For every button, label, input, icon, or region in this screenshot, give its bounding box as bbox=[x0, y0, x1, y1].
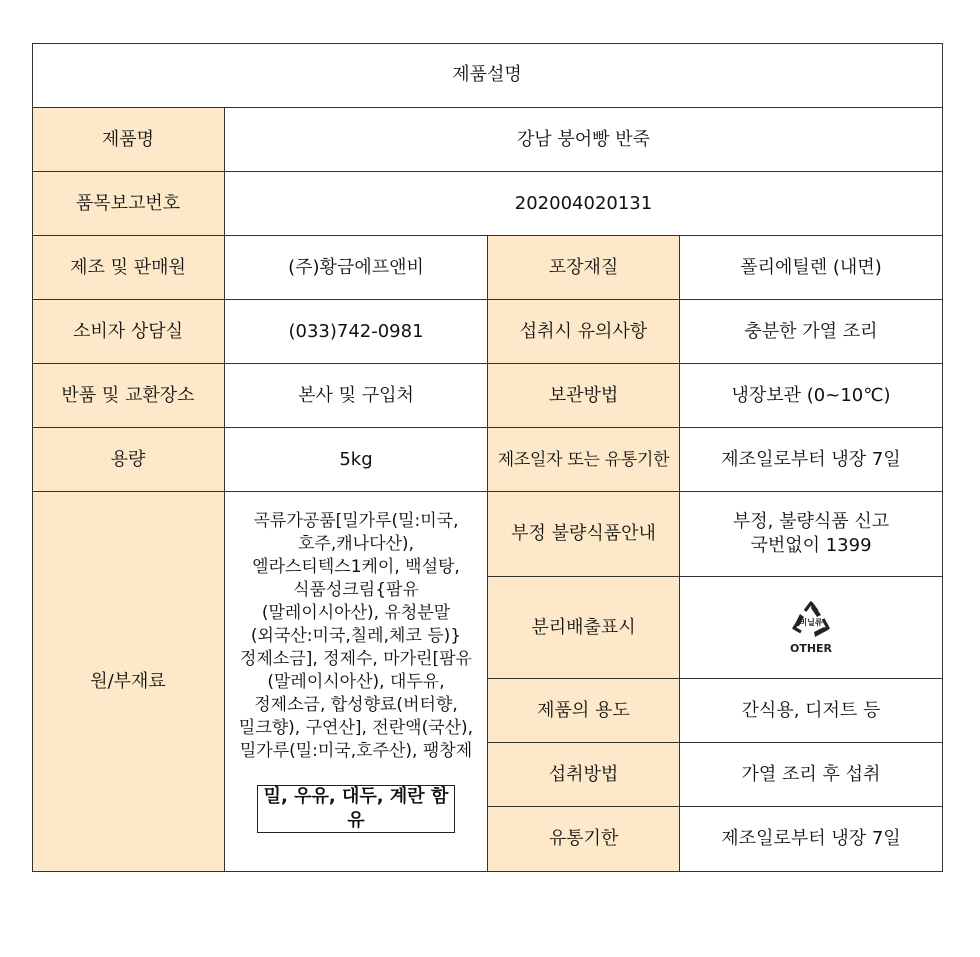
label-text: 용량 bbox=[110, 448, 146, 470]
value-text: 제조일로부터 냉장 7일 bbox=[721, 448, 901, 470]
label-text: 품목보고번호 bbox=[75, 192, 181, 214]
label-storage bbox=[488, 364, 680, 428]
value-text: 202004020131 bbox=[514, 192, 653, 214]
label-product-name bbox=[32, 108, 225, 172]
label-return-place bbox=[32, 364, 225, 428]
label-text: 포장재질 bbox=[548, 256, 619, 278]
label-text: 섭취방법 bbox=[548, 763, 619, 785]
label-intake-method bbox=[488, 743, 680, 807]
label-expiry bbox=[488, 807, 680, 872]
label-text: 부정 불량식품안내 bbox=[511, 523, 656, 544]
label-text: 보관방법 bbox=[548, 384, 619, 406]
value-text: 냉장보관 (0~10℃) bbox=[731, 384, 891, 406]
label-usage bbox=[488, 679, 680, 743]
value-text: (033)742-0981 bbox=[288, 320, 424, 342]
value-intake-caution bbox=[680, 300, 943, 364]
label-text: 반품 및 교환장소 bbox=[61, 384, 195, 406]
label-text: 제품명 bbox=[101, 128, 155, 150]
value-ingredients bbox=[225, 492, 488, 872]
label-text: 유통기한 bbox=[548, 828, 619, 849]
table-title bbox=[32, 43, 943, 108]
value-product-name bbox=[225, 108, 943, 172]
allergy-notice bbox=[257, 785, 455, 833]
value-text: 폴리에틸렌 (내면) bbox=[740, 256, 882, 278]
label-capacity bbox=[32, 428, 225, 492]
label-text: 제품의 용도 bbox=[537, 699, 630, 721]
label-text: 제조 및 판매원 bbox=[70, 256, 186, 278]
recycle-icon bbox=[791, 601, 831, 641]
value-text: (주)황금에프앤비 bbox=[288, 256, 424, 278]
label-report-number bbox=[32, 172, 225, 236]
recycle-mark-text: 비닐류 bbox=[799, 617, 823, 627]
label-intake-caution bbox=[488, 300, 680, 364]
product-info-table bbox=[32, 43, 943, 872]
value-capacity bbox=[225, 428, 488, 492]
label-fraud-report bbox=[488, 492, 680, 577]
value-fraud-report bbox=[680, 492, 943, 577]
allergy-text: 밀, 우유, 대두, 계란 함유 bbox=[263, 786, 449, 831]
label-recycle-mark bbox=[488, 577, 680, 679]
value-text: 제조일로부터 냉장 7일 bbox=[721, 828, 901, 849]
value-manufacturer bbox=[225, 236, 488, 300]
value-expiry-date bbox=[680, 428, 943, 492]
label-text: 분리배출표시 bbox=[531, 616, 636, 638]
value-text: 본사 및 구입처 bbox=[298, 384, 414, 406]
recycle-mark bbox=[790, 601, 832, 655]
value-text: 간식용, 디저트 등 bbox=[741, 699, 881, 721]
label-packaging bbox=[488, 236, 680, 300]
label-text: 섭취시 유의사항 bbox=[519, 320, 648, 342]
fraud-line-2: 국번없이 1399 bbox=[750, 535, 872, 556]
value-recycle-mark bbox=[680, 577, 943, 679]
recycle-caption: OTHER bbox=[789, 641, 833, 655]
ingredients-text: 곡류가공품[밀가루(밀:미국, 호주,캐나다산),엘라스티텍스1케이, 백설탕, 식품성크림{팜유(말레이시아산), 유청분말(외국산:미국,칠레,체코 등)} 정제소금], 정제수, 마가린[팜유(말레이시아산), 대두유, 정제소금, 합성향료(버터향,밀크향), 구연산], 전란액(국산), 밀가루(밀:미국,호주산), 팽창제 bbox=[238, 511, 474, 761]
value-storage bbox=[680, 364, 943, 428]
value-intake-method bbox=[680, 743, 943, 807]
value-expiry bbox=[680, 807, 943, 872]
value-packaging bbox=[680, 236, 943, 300]
value-text: 가열 조리 후 섭취 bbox=[741, 763, 881, 785]
value-text: 강남 붕어빵 반죽 bbox=[516, 128, 651, 150]
label-text: 소비자 상담실 bbox=[72, 320, 184, 342]
label-text: 원/부재료 bbox=[90, 670, 166, 692]
label-manufacturer bbox=[32, 236, 225, 300]
value-text: 5kg bbox=[339, 448, 373, 470]
value-usage bbox=[680, 679, 943, 743]
label-consumer-center bbox=[32, 300, 225, 364]
value-return-place bbox=[225, 364, 488, 428]
table-title-text: 제품설명 bbox=[452, 64, 522, 85]
value-report-number bbox=[225, 172, 943, 236]
label-ingredients bbox=[32, 492, 225, 872]
value-text: 충분한 가열 조리 bbox=[744, 320, 878, 342]
label-text: 제조일자 또는 유통기한 bbox=[497, 449, 670, 470]
label-expiry-date bbox=[488, 428, 680, 492]
value-consumer-center bbox=[225, 300, 488, 364]
fraud-line-1: 부정, 불량식품 신고 bbox=[732, 511, 890, 532]
